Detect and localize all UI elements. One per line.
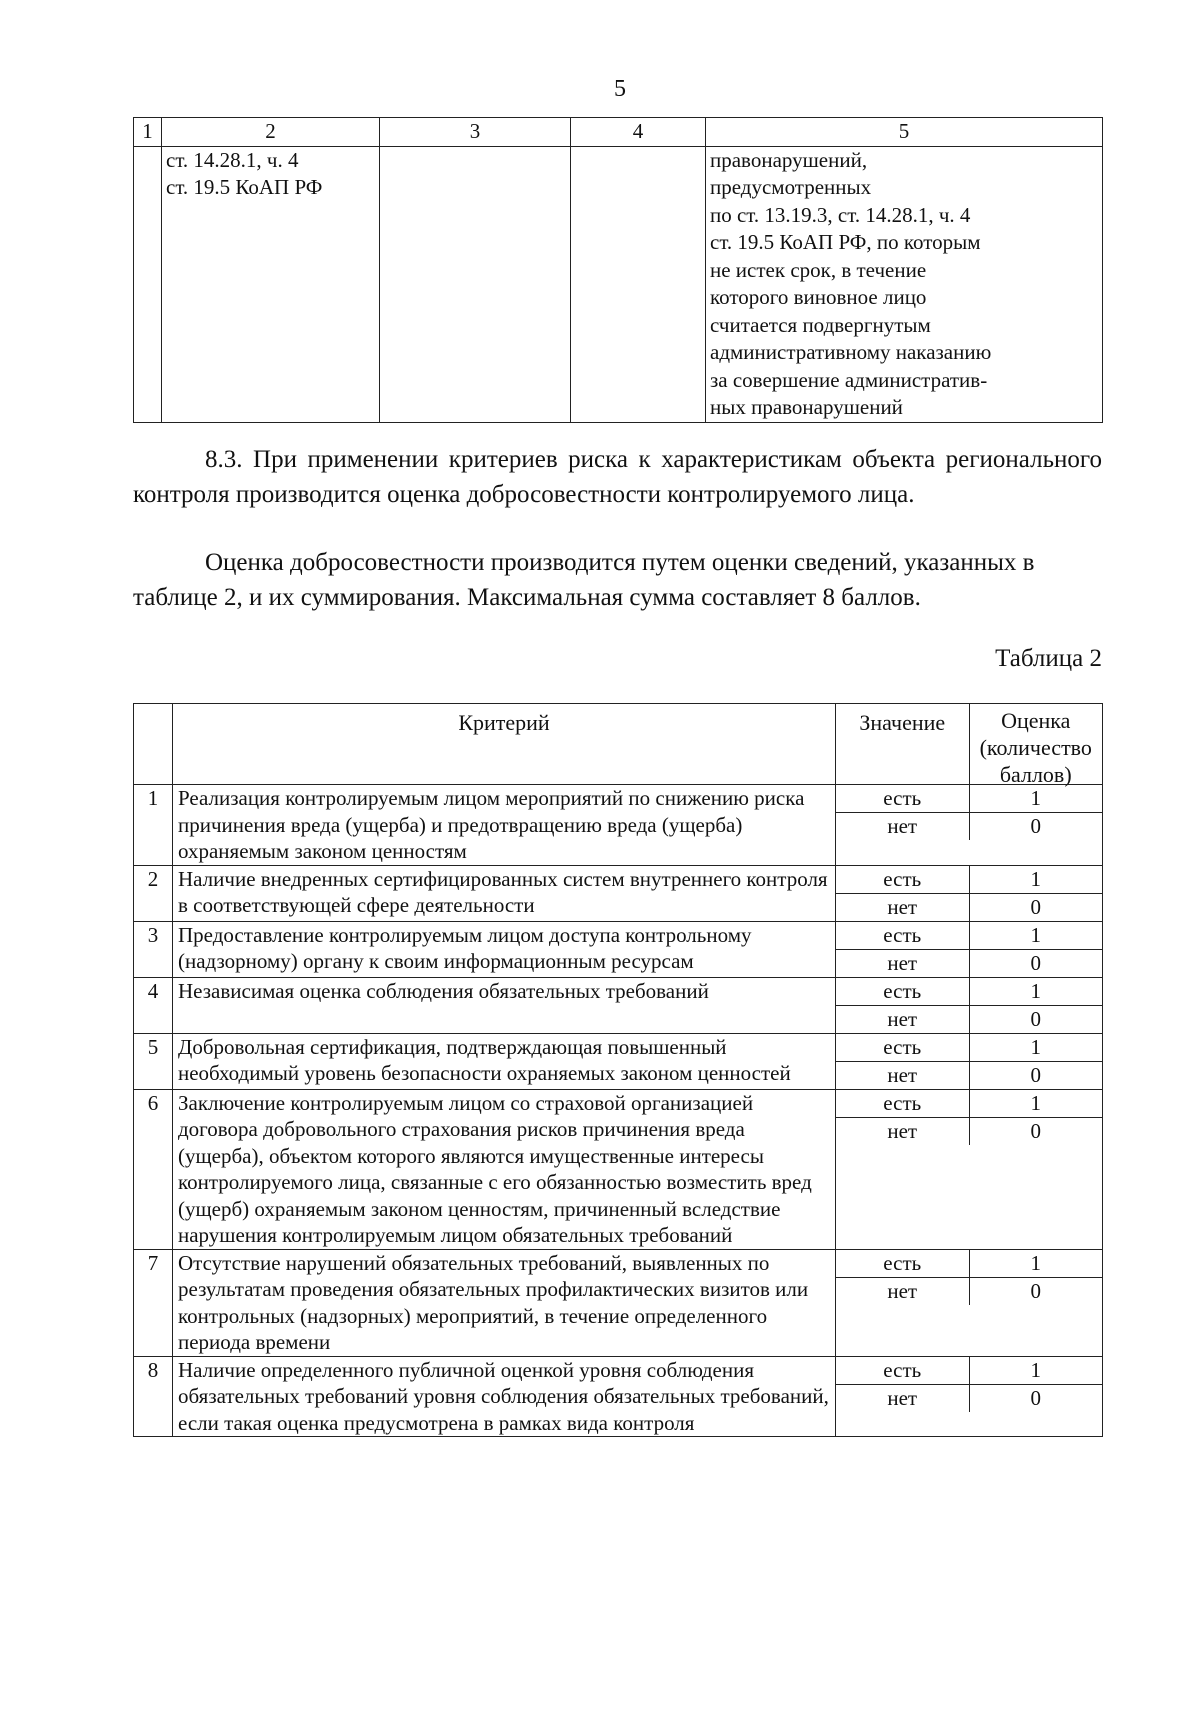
value-yes: есть xyxy=(883,922,922,947)
table-1-header-col-3: 3 xyxy=(380,118,571,147)
criterion-values xyxy=(836,785,1103,866)
table-2-header-values-split xyxy=(836,704,1102,787)
value-no: нет xyxy=(887,1118,918,1143)
table-1-header-col-5: 5 xyxy=(706,118,1103,147)
table-2-header-num xyxy=(134,704,173,785)
criterion-text: Добровольная сертификация, подтверждающая повышенный необходимый уровень безопасности охраняемых законом ценностей xyxy=(173,1033,836,1089)
value-row-no xyxy=(836,1062,1102,1089)
criterion-values xyxy=(836,1356,1103,1437)
score-no: 0 xyxy=(969,1385,1103,1412)
value-yes: есть xyxy=(883,1090,922,1115)
table-2-header-value: Значение xyxy=(859,710,946,735)
score-yes: 1 xyxy=(969,1250,1103,1277)
table-row xyxy=(134,921,1103,977)
criterion-text: Отсутствие нарушений обязательных требований, выявленных по результатам проведения обязательных профилактических визитов или контрольных (надзорных) мероприятий, в течение определенного периода времени xyxy=(173,1249,836,1356)
value-no: нет xyxy=(887,1006,918,1031)
criterion-values xyxy=(836,921,1103,977)
table-1-header-col-4: 4 xyxy=(571,118,706,147)
value-no: нет xyxy=(887,894,918,919)
score-no: 0 xyxy=(969,1278,1103,1305)
criterion-number: 6 xyxy=(134,1089,173,1249)
score-no: 0 xyxy=(969,1006,1103,1033)
value-no: нет xyxy=(887,950,918,975)
table-2-header-row xyxy=(134,704,1103,785)
table-1-row xyxy=(134,146,1103,422)
table-1-header-col-2: 2 xyxy=(162,118,380,147)
criterion-number: 8 xyxy=(134,1356,173,1437)
table-1-cell-articles: ст. 14.28.1, ч. 4 ст. 19.5 КоАП РФ xyxy=(162,146,380,422)
score-no: 0 xyxy=(969,950,1103,977)
page-number: 5 xyxy=(614,76,626,102)
value-yes: есть xyxy=(883,786,922,810)
table-2-header-criterion: Критерий xyxy=(173,704,836,785)
table-2-body xyxy=(134,785,1103,1437)
value-no: нет xyxy=(887,1385,918,1410)
value-row-no xyxy=(836,1006,1102,1033)
value-row-no xyxy=(836,813,1102,840)
score-yes: 1 xyxy=(969,866,1103,893)
score-yes: 1 xyxy=(969,1090,1103,1117)
value-row-yes xyxy=(836,1250,1102,1278)
table-row xyxy=(134,1356,1103,1437)
table-2-caption: Таблица 2 xyxy=(995,645,1102,672)
criterion-values xyxy=(836,1089,1103,1249)
criterion-text: Независимая оценка соблюдения обязательных требований xyxy=(173,977,836,1033)
criterion-number: 4 xyxy=(134,977,173,1033)
table-2-header-values xyxy=(836,704,1103,785)
score-yes: 1 xyxy=(969,1034,1103,1061)
score-no: 0 xyxy=(969,1062,1103,1089)
score-yes: 1 xyxy=(969,785,1103,812)
table-2 xyxy=(133,703,1103,1437)
value-row-no xyxy=(836,894,1102,921)
table-1-cell-col-3 xyxy=(380,146,571,422)
table-1-header-col-1: 1 xyxy=(134,118,162,147)
value-row-yes xyxy=(836,866,1102,894)
value-no: нет xyxy=(887,1062,918,1087)
value-row-yes xyxy=(836,922,1102,950)
criterion-values xyxy=(836,1249,1103,1356)
paragraph-assessment: Оценка добросовестности производится путем оценки сведений, указанных в таблице 2, и их суммирования. Максимальная сумма составляет 8 баллов. xyxy=(133,549,1035,611)
value-row-no xyxy=(836,1278,1102,1305)
value-row-no xyxy=(836,950,1102,977)
value-no: нет xyxy=(887,814,918,838)
table-row xyxy=(134,865,1103,921)
value-yes: есть xyxy=(883,866,922,891)
criterion-values xyxy=(836,1033,1103,1089)
score-yes: 1 xyxy=(969,1357,1103,1384)
criterion-number: 7 xyxy=(134,1249,173,1356)
criterion-text: Наличие определенного публичной оценкой уровня соблюдения обязательных требований уровня соблюдения обязательных требований, если такая оценка предусмотрена в рамках вида контроля xyxy=(173,1356,836,1437)
criterion-text: Заключение контролируемым лицом со страховой организацией договора добровольного страхования рисков причинения вреда (ущерба), объектом которого являются имущественные интересы контролируемого лица, связанные с его обязанностью возместить вред (ущерб) охраняемым законом ценностям, причиненный вследствие нарушения контролируемым лицом обязательных требований xyxy=(173,1089,836,1249)
table-1-continuation xyxy=(133,117,1103,423)
value-no: нет xyxy=(887,1278,918,1303)
value-row-no xyxy=(836,1385,1102,1412)
table-row xyxy=(134,1089,1103,1249)
value-yes: есть xyxy=(883,978,922,1003)
value-yes: есть xyxy=(883,1357,922,1382)
criterion-number: 3 xyxy=(134,921,173,977)
table-row xyxy=(134,977,1103,1033)
table-row xyxy=(134,1249,1103,1356)
criterion-text: Наличие внедренных сертифицированных систем внутреннего контроля в соответствующей сфере деятельности xyxy=(173,865,836,921)
table-1-cell-col-1 xyxy=(134,146,162,422)
value-row-yes xyxy=(836,785,1102,813)
paragraph-8-3: 8.3. При применении критериев риска к характеристикам объекта регионального контроля производится оценка добросовестности контролируемого лица. xyxy=(133,446,1102,508)
score-no: 0 xyxy=(969,813,1103,840)
value-yes: есть xyxy=(883,1250,922,1275)
value-row-yes xyxy=(836,1034,1102,1062)
score-no: 0 xyxy=(969,894,1103,921)
table-1-header-row xyxy=(134,118,1103,147)
criterion-number: 5 xyxy=(134,1033,173,1089)
criterion-text: Предоставление контролируемым лицом доступа контрольному (надзорному) органу к своим информационным ресурсам xyxy=(173,921,836,977)
value-row-yes xyxy=(836,1357,1102,1385)
table-row xyxy=(134,785,1103,866)
value-yes: есть xyxy=(883,1034,922,1059)
table-1-cell-col-4 xyxy=(571,146,706,422)
criterion-number: 1 xyxy=(134,785,173,866)
criterion-text: Реализация контролируемым лицом мероприятий по снижению риска причинения вреда (ущерба) и предотвращению вреда (ущерба) охраняемым законом ценностям xyxy=(173,785,836,866)
table-row xyxy=(134,1033,1103,1089)
value-row-yes xyxy=(836,978,1102,1006)
score-no: 0 xyxy=(969,1118,1103,1145)
score-yes: 1 xyxy=(969,922,1103,949)
table-1-cell-description: правонарушений, предусмотренных по ст. 13.19.3, ст. 14.28.1, ч. 4 ст. 19.5 КоАП РФ, по которым не истек срок, в течение которого виновное лицо считается подвергнутым административному наказанию за совершение административ- ных правонарушений xyxy=(706,146,1103,422)
criterion-values xyxy=(836,865,1103,921)
criterion-values xyxy=(836,977,1103,1033)
table-2-header-score: Оценка (количество баллов) xyxy=(969,704,1103,784)
value-row-yes xyxy=(836,1090,1102,1118)
score-yes: 1 xyxy=(969,978,1103,1005)
criterion-number: 2 xyxy=(134,865,173,921)
value-row-no xyxy=(836,1118,1102,1145)
